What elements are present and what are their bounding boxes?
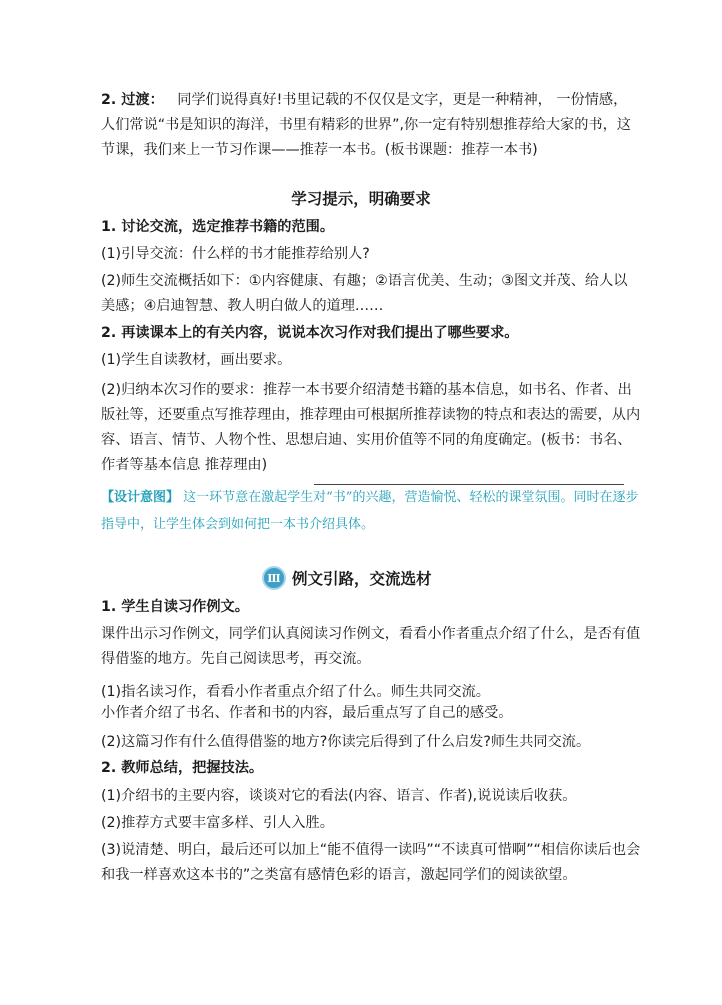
design-intent [101,484,641,538]
transition-text: 同学们说得真好!书里记载的不仅仅是文字，更是一种精神， 一份情感，人们常说“书是知识的海洋，书里有精彩的世界”,你一定有特别想推荐给大家的书，这节课，我们来上一节习作课——推荐一本书。(板书课题：推荐一本书) [101,92,631,158]
s3-item1-a2: 小作者介绍了书名、作者和书的内容，最后重点写了自己的感受。 [101,705,513,721]
section-numeral-badge: Ⅲ [262,566,286,590]
s3-item2-title: 2. 教师总结，把握技法。 [101,760,264,776]
s2-item2-title: 2. 再读课本上的有关内容，说说本次习作对我们提出了哪些要求。 [101,325,519,341]
transition-label: 2. 过渡： [101,92,164,108]
s3-item1-b: (2)这篇习作有什么值得借鉴的地方?你读完后得到了什么启发?师生共同交流。 [101,734,591,750]
s3-item1-a: (1)指名读习作，看看小作者重点介绍了什么。师生共同交流。 [101,684,490,700]
s3-item2-b: (2)推荐方式要丰富多样、引人入胜。 [101,815,334,831]
s2-item1-title: 1. 讨论交流，选定推荐书籍的范围。 [101,219,335,235]
s2-item2-b: (2)归纳本次习作的要求：推荐一本书要介绍清楚书籍的基本信息，如书名、作者、出版社等，还要重点写推荐理由，推荐理由可根据所推荐读物的特点和表达的需要，从内容、语言、情节、人物个性、思想启迪、实用价值等不同的角度确定。(板书：书名、作者等基本信息 推荐理由) [101,382,641,473]
transition-paragraph [101,88,641,163]
design-intent-tag: 【设计意图】 [101,490,180,505]
s2-item2-a: (1)学生自读教材，画出要求。 [101,352,292,368]
s3-item1-text: 课件出示习作例文，同学们认真阅读习作例文，看看小作者重点介绍了什么，是否有值得借鉴的地方。先自己阅读思考，再交流。 [101,626,641,667]
s3-item2-a: (1)介绍书的主要内容，谈谈对它的看法(内容、语言、作者),说说读后收获。 [101,788,577,804]
design-intent-text: 这一环节意在激起学生对“书”的兴趣，营造愉悦、轻松的课堂氛围。同时在逐步指导中，让学生体会到如何把一本书介绍具体。 [101,490,639,532]
s3-item1-title: 1. 学生自读习作例文。 [101,599,249,615]
s3-item2-c: (3)说清楚、明白，最后还可以加上“能不值得一读吗”“不读真可惜啊”“相信你读后也会和我一样喜欢这本书的”之类富有感情色彩的语言，激起同学们的阅读欲望。 [101,842,641,883]
section3-title: 例文引路，交流选材 [292,570,432,588]
s2-item1-b: (2)师生交流概括如下：①内容健康、有趣；②语言优美、生动；③图文并茂、给人以美感；④启迪智慧、教人明白做人的道理…… [101,273,628,314]
section3-heading [262,566,432,590]
section2-title: 学习提示，明确要求 [291,190,431,208]
s2-item1-a: (1)引导交流：什么样的书才能推荐给别人? [101,246,370,262]
